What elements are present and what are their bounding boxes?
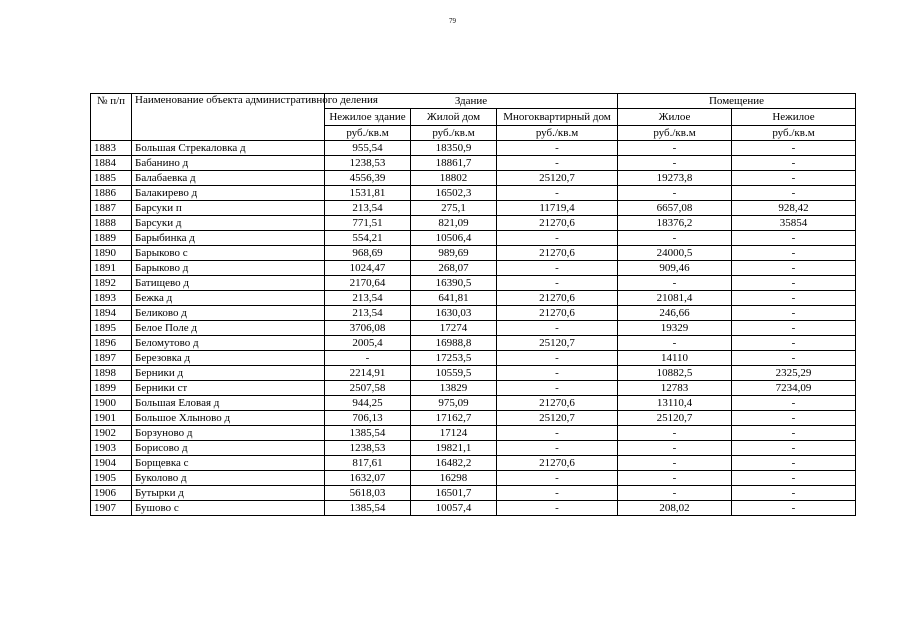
object-name: Бутырки д [132,486,325,501]
table-row [91,141,856,156]
table-row [91,171,856,186]
row-number: 1886 [91,186,132,201]
nonresidential-premises-value: - [732,501,856,516]
residential-house-value: 17253,5 [411,351,497,366]
residential-house-value: 18350,9 [411,141,497,156]
row-number: 1892 [91,276,132,291]
row-number: 1907 [91,501,132,516]
object-name: Беликово д [132,306,325,321]
object-name: Бабанино д [132,156,325,171]
residential-house-value: 10057,4 [411,501,497,516]
nonresidential-building-value: 1385,54 [325,426,411,441]
nonresidential-premises-value: - [732,276,856,291]
unit-label: руб./кв.м [732,126,856,141]
residential-house-value: 16502,3 [411,186,497,201]
table-row [91,291,856,306]
residential-premises-value: 24000,5 [618,246,732,261]
residential-premises-value: - [618,231,732,246]
nonresidential-premises-value: 2325,29 [732,366,856,381]
table-row [91,366,856,381]
apartment-building-value: 25120,7 [497,336,618,351]
residential-premises-value: 14110 [618,351,732,366]
unit-label: руб./кв.м [618,126,732,141]
nonresidential-premises-value: - [732,306,856,321]
residential-house-value: 16988,8 [411,336,497,351]
nonresidential-premises-value: - [732,186,856,201]
apartment-building-value: 25120,7 [497,171,618,186]
table-row [91,246,856,261]
apartment-building-value: - [497,351,618,366]
apartment-building-value: - [497,261,618,276]
residential-house-value: 17274 [411,321,497,336]
nonresidential-building-value: 213,54 [325,201,411,216]
residential-house-value: 17124 [411,426,497,441]
nonresidential-building-value: - [325,351,411,366]
table-row [91,216,856,231]
object-name: Березовка д [132,351,325,366]
nonresidential-premises-value: - [732,471,856,486]
nonresidential-premises-value: - [732,336,856,351]
nonresidential-building-value: 817,61 [325,456,411,471]
nonresidential-premises-value: - [732,246,856,261]
apartment-building-value: 25120,7 [497,411,618,426]
row-number: 1900 [91,396,132,411]
nonresidential-premises-value: - [732,231,856,246]
object-name: Барыково с [132,246,325,261]
object-name: Белое Поле д [132,321,325,336]
apartment-building-value: - [497,141,618,156]
nonresidential-building-value: 1632,07 [325,471,411,486]
object-name: Бежка д [132,291,325,306]
residential-house-value: 975,09 [411,396,497,411]
nonresidential-building-value: 213,54 [325,306,411,321]
apartment-building-value: 21270,6 [497,291,618,306]
nonresidential-building-value: 1238,53 [325,441,411,456]
nonresidential-building-value: 1024,47 [325,261,411,276]
apartment-building-value: - [497,156,618,171]
row-number: 1893 [91,291,132,306]
residential-premises-value: - [618,186,732,201]
apartment-building-value: - [497,471,618,486]
object-name: Балабаевка д [132,171,325,186]
residential-house-value: 641,81 [411,291,497,306]
row-number: 1884 [91,156,132,171]
object-name: Балакирево д [132,186,325,201]
nonresidential-building-value: 213,54 [325,291,411,306]
nonresidential-premises-value: - [732,261,856,276]
residential-premises-value: 246,66 [618,306,732,321]
residential-premises-value: - [618,426,732,441]
residential-premises-value: - [618,336,732,351]
apartment-building-value: - [497,426,618,441]
nonresidential-premises-value: - [732,411,856,426]
apartment-building-value: - [497,186,618,201]
row-number: 1899 [91,381,132,396]
table-row [91,411,856,426]
table-row [91,456,856,471]
row-number: 1894 [91,306,132,321]
row-number: 1896 [91,336,132,351]
residential-house-value: 10559,5 [411,366,497,381]
apartment-building-value: 21270,6 [497,456,618,471]
apartment-building-value: - [497,441,618,456]
residential-house-value: 16482,2 [411,456,497,471]
residential-premises-value: 6657,08 [618,201,732,216]
residential-premises-value: - [618,441,732,456]
nonresidential-building-value: 1238,53 [325,156,411,171]
row-number: 1885 [91,171,132,186]
unit-label: руб./кв.м [411,126,497,141]
apartment-building-value: - [497,501,618,516]
table-row [91,186,856,201]
header-building-group: Здание [325,94,618,109]
residential-premises-value: - [618,471,732,486]
header-apartment-building: Многоквартирный дом [497,109,618,126]
object-name: Барыково д [132,261,325,276]
row-number: 1895 [91,321,132,336]
table-row [91,261,856,276]
object-name: Берники ст [132,381,325,396]
nonresidential-premises-value: - [732,396,856,411]
object-name: Батищево д [132,276,325,291]
nonresidential-premises-value: - [732,426,856,441]
row-number: 1905 [91,471,132,486]
nonresidential-building-value: 2170,64 [325,276,411,291]
residential-premises-value: - [618,456,732,471]
residential-premises-value: - [618,156,732,171]
header-premises-group: Помещение [618,94,856,109]
residential-premises-value: 10882,5 [618,366,732,381]
residential-premises-value: 21081,4 [618,291,732,306]
apartment-building-value: - [497,486,618,501]
object-name: Барсуки д [132,216,325,231]
apartment-building-value: 21270,6 [497,216,618,231]
page-number: 79 [449,17,456,25]
residential-house-value: 18861,7 [411,156,497,171]
row-number: 1887 [91,201,132,216]
header-residential-house: Жилой дом [411,109,497,126]
apartment-building-value: 21270,6 [497,306,618,321]
nonresidential-building-value: 3706,08 [325,321,411,336]
nonresidential-premises-value: - [732,141,856,156]
nonresidential-premises-value: 35854 [732,216,856,231]
table-header [91,94,856,141]
row-number: 1888 [91,216,132,231]
header-name: Наименование объекта административного деления [132,94,325,141]
residential-house-value: 10506,4 [411,231,497,246]
row-number: 1902 [91,426,132,441]
object-name: Бушово с [132,501,325,516]
cadastral-value-table [90,93,856,516]
table-row [91,441,856,456]
table-row [91,396,856,411]
row-number: 1890 [91,246,132,261]
table-row [91,231,856,246]
residential-house-value: 1630,03 [411,306,497,321]
object-name: Барсуки п [132,201,325,216]
table-row [91,201,856,216]
table-row [91,471,856,486]
nonresidential-building-value: 5618,03 [325,486,411,501]
nonresidential-premises-value: - [732,321,856,336]
nonresidential-building-value: 2005,4 [325,336,411,351]
row-number: 1883 [91,141,132,156]
residential-premises-value: - [618,486,732,501]
nonresidential-premises-value: - [732,441,856,456]
nonresidential-premises-value: - [732,486,856,501]
row-number: 1903 [91,441,132,456]
residential-premises-value: 19273,8 [618,171,732,186]
object-name: Большая Стрекаловка д [132,141,325,156]
residential-premises-value: 18376,2 [618,216,732,231]
row-number: 1897 [91,351,132,366]
row-number: 1904 [91,456,132,471]
apartment-building-value: - [497,231,618,246]
object-name: Большое Хлыново д [132,411,325,426]
nonresidential-premises-value: - [732,351,856,366]
residential-house-value: 268,07 [411,261,497,276]
table-row [91,351,856,366]
residential-house-value: 16298 [411,471,497,486]
table-row [91,501,856,516]
unit-label: руб./кв.м [325,126,411,141]
residential-house-value: 989,69 [411,246,497,261]
apartment-building-value: 21270,6 [497,396,618,411]
row-number: 1889 [91,231,132,246]
residential-house-value: 13829 [411,381,497,396]
nonresidential-premises-value: 928,42 [732,201,856,216]
table-row [91,156,856,171]
object-name: Борщевка с [132,456,325,471]
row-number: 1891 [91,261,132,276]
residential-premises-value: 25120,7 [618,411,732,426]
object-name: Борзуново д [132,426,325,441]
apartment-building-value: 21270,6 [497,246,618,261]
nonresidential-building-value: 2214,91 [325,366,411,381]
table-row [91,381,856,396]
residential-house-value: 19821,1 [411,441,497,456]
nonresidential-building-value: 955,54 [325,141,411,156]
nonresidential-premises-value: - [732,156,856,171]
apartment-building-value: - [497,276,618,291]
residential-premises-value: 19329 [618,321,732,336]
header-nonresidential-premises: Нежилое [732,109,856,126]
unit-label: руб./кв.м [497,126,618,141]
nonresidential-building-value: 771,51 [325,216,411,231]
residential-premises-value: 12783 [618,381,732,396]
object-name: Буколово д [132,471,325,486]
apartment-building-value: - [497,321,618,336]
header-nonresidential-building: Нежилое здание [325,109,411,126]
object-name: Берники д [132,366,325,381]
nonresidential-premises-value: - [732,456,856,471]
row-number: 1898 [91,366,132,381]
object-name: Беломутово д [132,336,325,351]
table-row [91,306,856,321]
nonresidential-premises-value: 7234,09 [732,381,856,396]
nonresidential-building-value: 4556,39 [325,171,411,186]
nonresidential-premises-value: - [732,171,856,186]
residential-house-value: 275,1 [411,201,497,216]
nonresidential-premises-value: - [732,291,856,306]
table-row [91,336,856,351]
table-row [91,486,856,501]
object-name: Большая Еловая д [132,396,325,411]
residential-premises-value: 909,46 [618,261,732,276]
apartment-building-value: - [497,381,618,396]
residential-premises-value: 13110,4 [618,396,732,411]
residential-house-value: 821,09 [411,216,497,231]
nonresidential-building-value: 554,21 [325,231,411,246]
nonresidential-building-value: 706,13 [325,411,411,426]
residential-house-value: 16390,5 [411,276,497,291]
table-row [91,426,856,441]
nonresidential-building-value: 1531,81 [325,186,411,201]
table-row [91,321,856,336]
nonresidential-building-value: 944,25 [325,396,411,411]
apartment-building-value: - [497,366,618,381]
object-name: Барыбинка д [132,231,325,246]
object-name: Борисово д [132,441,325,456]
nonresidential-building-value: 1385,54 [325,501,411,516]
nonresidential-building-value: 2507,58 [325,381,411,396]
row-number: 1901 [91,411,132,426]
header-number: № п/п [91,94,132,141]
residential-house-value: 17162,7 [411,411,497,426]
residential-premises-value: 208,02 [618,501,732,516]
apartment-building-value: 11719,4 [497,201,618,216]
nonresidential-building-value: 968,69 [325,246,411,261]
table-body [91,141,856,516]
row-number: 1906 [91,486,132,501]
residential-premises-value: - [618,276,732,291]
header-residential-premises: Жилое [618,109,732,126]
residential-premises-value: - [618,141,732,156]
residential-house-value: 18802 [411,171,497,186]
residential-house-value: 16501,7 [411,486,497,501]
table-row [91,276,856,291]
